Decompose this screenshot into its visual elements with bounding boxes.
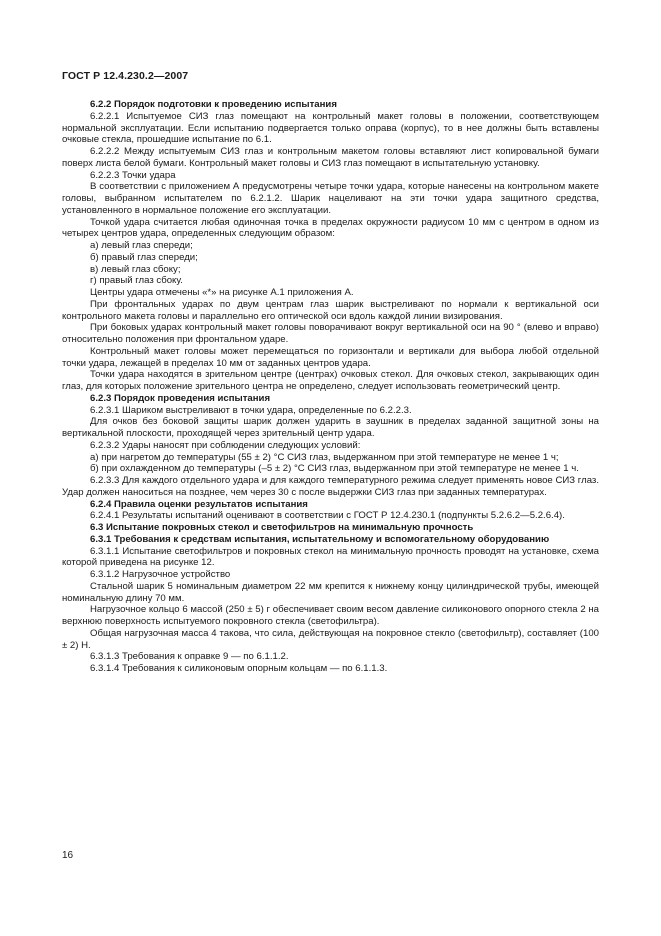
paragraph: 6.3.1.1 Испытание светофильтров и покровных стекол на минимальную прочность проводят на установке, схема которой приведена на рисунке 12. xyxy=(62,545,599,569)
paragraph: Точкой удара считается любая одиночная точка в пределах окружности радиусом 10 мм с центром в одном из четырех центров удара, определенных следующим образом: xyxy=(62,216,599,240)
paragraph: Стальной шарик 5 номинальным диаметром 22 мм крепится к нижнему концу цилиндрической трубы, имеющей номинальную длину 70 мм. xyxy=(62,580,599,604)
paragraph: 6.2.2.3 Точки удара xyxy=(90,169,176,181)
paragraph: 6.2.4.1 Результаты испытаний оценивают в соответствии с ГОСТ Р 12.4.230.1 (подпункты 5.2.6.2—5.2.6.4). xyxy=(90,510,565,522)
section-heading: 6.2.2 Порядок подготовки к проведению испытания xyxy=(90,99,337,110)
section-heading: 6.3 Испытание покровных стекол и светофильтров на минимальную прочность xyxy=(90,522,474,533)
paragraph: г) правый глаз сбоку. xyxy=(90,275,183,287)
section-heading: 6.2.3 Порядок проведения испытания xyxy=(90,392,271,404)
paragraph: Общая нагрузочная масса 4 такова, что сила, действующая на покровное стекло (светофильтр), составляет (100 ± 2) Н. xyxy=(62,627,599,651)
page-number: 16 xyxy=(62,850,74,861)
paragraph: 6.3.1.3 Требования к оправке 9 — по 6.1.1.2. xyxy=(90,651,289,663)
paragraph: При фронтальных ударах по двум центрам глаз шарик выстреливают по нормали к вертикальной оси контрольного макета головы и параллельно его оптической оси вдоль каждой линии визирования. xyxy=(62,298,599,322)
paragraph: 6.2.3.2 Удары наносят при соблюдении следующих условий: xyxy=(90,439,361,451)
paragraph: При боковых ударах контрольный макет головы поворачивают вокруг вертикальной оси на 90 ° (влево и вправо) относительно положения при фронтальном ударе. xyxy=(62,322,599,345)
paragraph: В соответствии с приложением А предусмотрены четыре точки удара, которые нанесены на контрольном макете головы, выбранном испытателем по 6.2.1.2. Шарик нацеливают на эти точки удара защитного средства, установленного в нормальное положение его эксплуатации. xyxy=(62,181,599,216)
paragraph: б) правый глаз спереди; xyxy=(90,251,198,263)
paragraph: Контрольный макет головы может перемещаться по горизонтали и вертикали для выбора любой отдельной точки удара, лежащей в пределах 10 мм от заданных центров удара. xyxy=(62,345,599,369)
paragraph: 6.2.2.1 Испытуемое СИЗ глаз помещают на контрольный макет головы в положении, соответствующем нормальной эксплуатации. Если испытанию подвергается только оправа (корпус), то в нее должны быть вставлены очковые стекла, прошедшие испытание по 6.1. xyxy=(62,110,599,146)
paragraph: б) при охлажденном до температуры (–5 ± 2) °С СИЗ глаз, выдержанном при этой температуре не менее 1 ч. xyxy=(90,463,579,475)
paragraph: 6.3.1.2 Нагрузочное устройство xyxy=(90,569,231,580)
paragraph: 6.2.2.2 Между испытуемым СИЗ глаз и контрольным макетом головы вставляют лист копировальной бумаги поверх листа белой бумаги. Контрольный макет головы и СИЗ глаз помещают в испытательную установку. xyxy=(62,146,599,169)
paragraph: Точки удара находятся в зрительном центре (центрах) очковых стекол. Для очковых стекол, закрывающих один глаз, для которых положение зрительного центра не определено, следует использовать геометрический центр. xyxy=(62,369,599,392)
paragraph: Центры удара отмечены «*» на рисунке А.1 приложения А. xyxy=(90,287,354,298)
paragraph: Нагрузочное кольцо 6 массой (250 ± 5) г обеспечивает своим весом давление силиконового опорного стекла 2 на верхнюю поверхность испытуемого покровного стекла (светофильтра). xyxy=(62,604,599,627)
paragraph: в) левый глаз сбоку; xyxy=(90,263,181,275)
paragraph: 6.3.1.4 Требования к силиконовым опорным кольцам — по 6.1.1.3. xyxy=(90,663,388,674)
section-heading: 6.3.1 Требования к средствам испытания, испытательному и вспомогательному оборудованию xyxy=(90,533,550,545)
paragraph: а) при нагретом до температуры (55 ± 2) °С СИЗ глаз, выдержанном при этой температуре не менее 1 ч; xyxy=(90,451,559,463)
document-body xyxy=(62,99,599,675)
paragraph: Для очков без боковой защиты шарик должен ударить в заушник в пределах заданной защитной зоны на вертикальной плоскости, проходящей через зрительный центр удара. xyxy=(62,416,599,439)
paragraph: 6.2.3.1 Шариком выстреливают в точки удара, определенные по 6.2.2.3. xyxy=(90,404,412,416)
section-heading: 6.2.4 Правила оценки результатов испытания xyxy=(90,498,308,510)
paragraph: 6.2.3.3 Для каждого отдельного удара и для каждого температурного режима следует применять новое СИЗ глаз. Удар должен наноситься на позднее, чем через 30 с после выдержки СИЗ глаз при заданных температурах. xyxy=(62,475,599,498)
document-code-header: ГОСТ Р 12.4.230.2—2007 xyxy=(62,70,189,82)
paragraph: а) левый глаз спереди; xyxy=(90,240,193,251)
